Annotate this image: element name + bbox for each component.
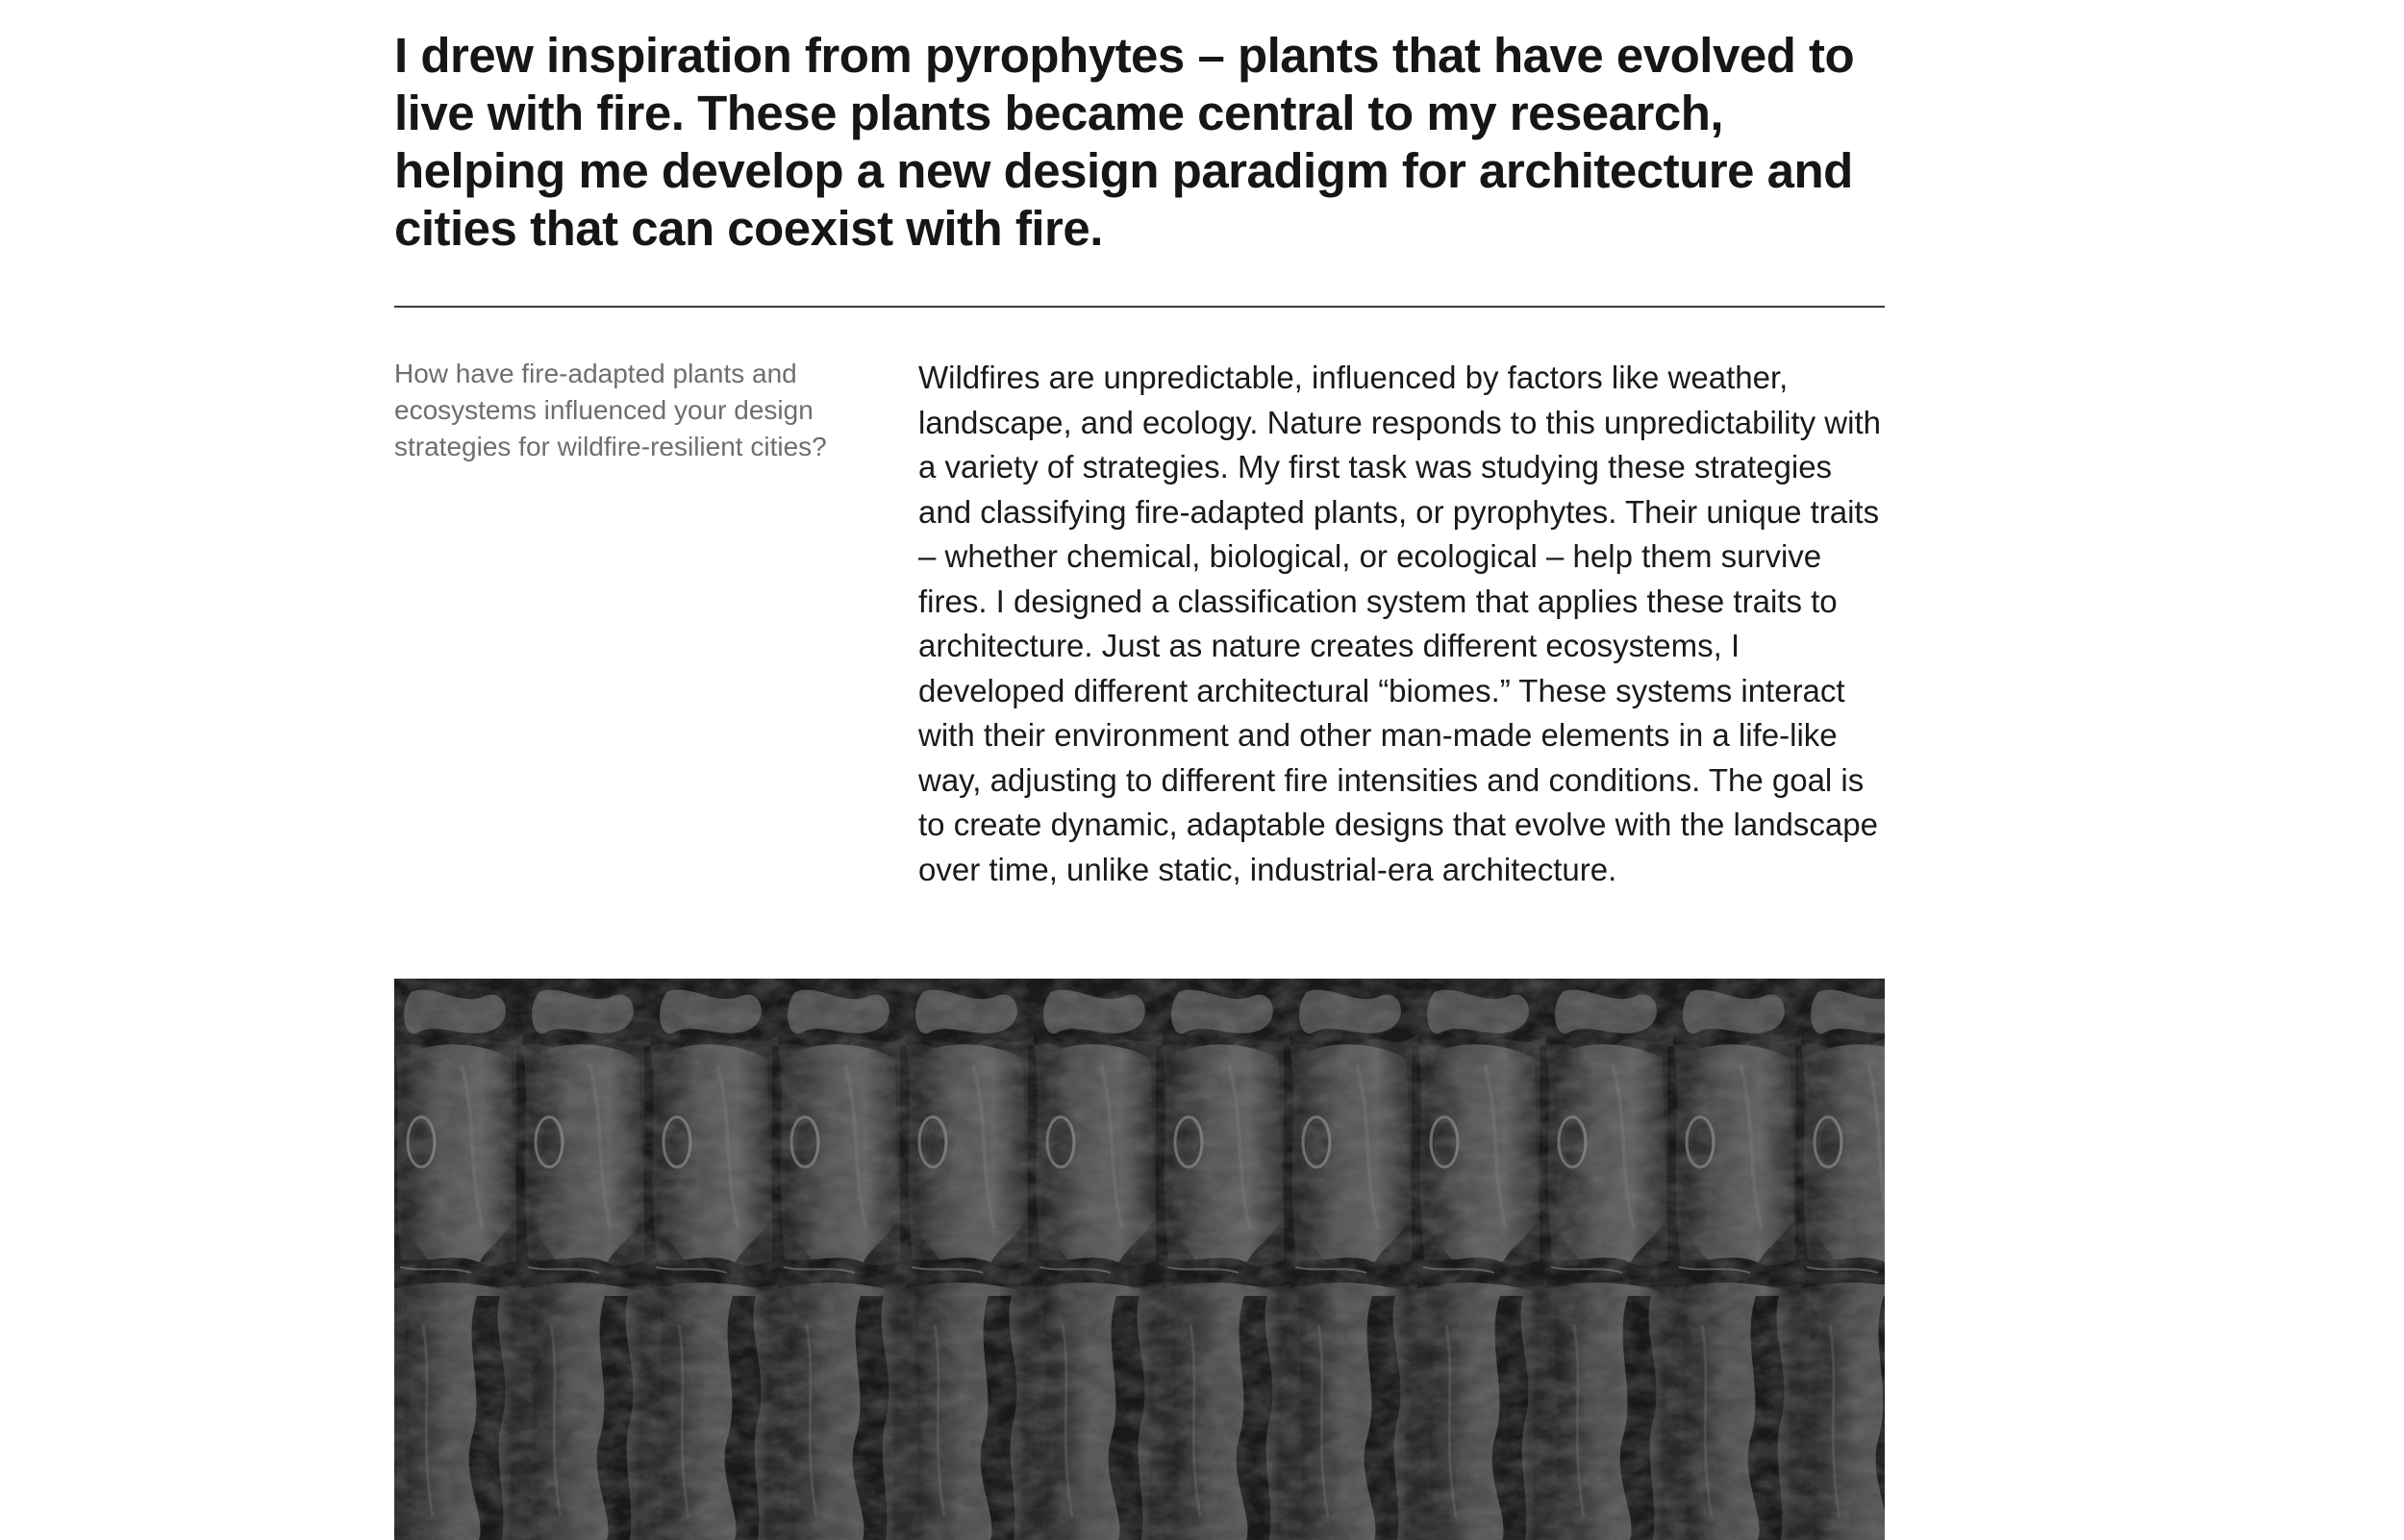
interview-answer: Wildfires are unpredictable, influenced by factors like weather, landscape, and ecology. Nature responds to this unpredictability with a variety of strategies. My first task was studying these strategies and classifying fire-adapted plants, or pyrophytes. Their unique traits – whether chemical, biological, or ecological – help them survive fires. I designed a classification system that applies these traits to architecture. Just as nature creates different ecosystems, I developed different architectural “biomes.” These systems interact with their environment and other man-made elements in a life-like way, adjusting to different fire intensities and conditions. The goal is to create dynamic, adaptable designs that evolve with the landscape over time, unlike static, industrial-era architecture. — [918, 360, 1881, 887]
bark-texture-graphic — [394, 979, 1885, 1540]
section-divider — [394, 306, 1885, 308]
bark-rough-overlay — [394, 979, 1885, 1540]
pull-quote: I drew inspiration from pyrophytes – plants that have evolved to live with fire. These plants became central to my research, helping me develop a new design paradigm for architecture and cities that can coexist with fire. — [394, 28, 1855, 256]
interview-question: How have fire-adapted plants and ecosystems influenced your design strategies for wildfire-resilient cities? — [394, 359, 827, 461]
bark-texture-image — [394, 979, 1885, 1540]
article — [394, 0, 1885, 887]
